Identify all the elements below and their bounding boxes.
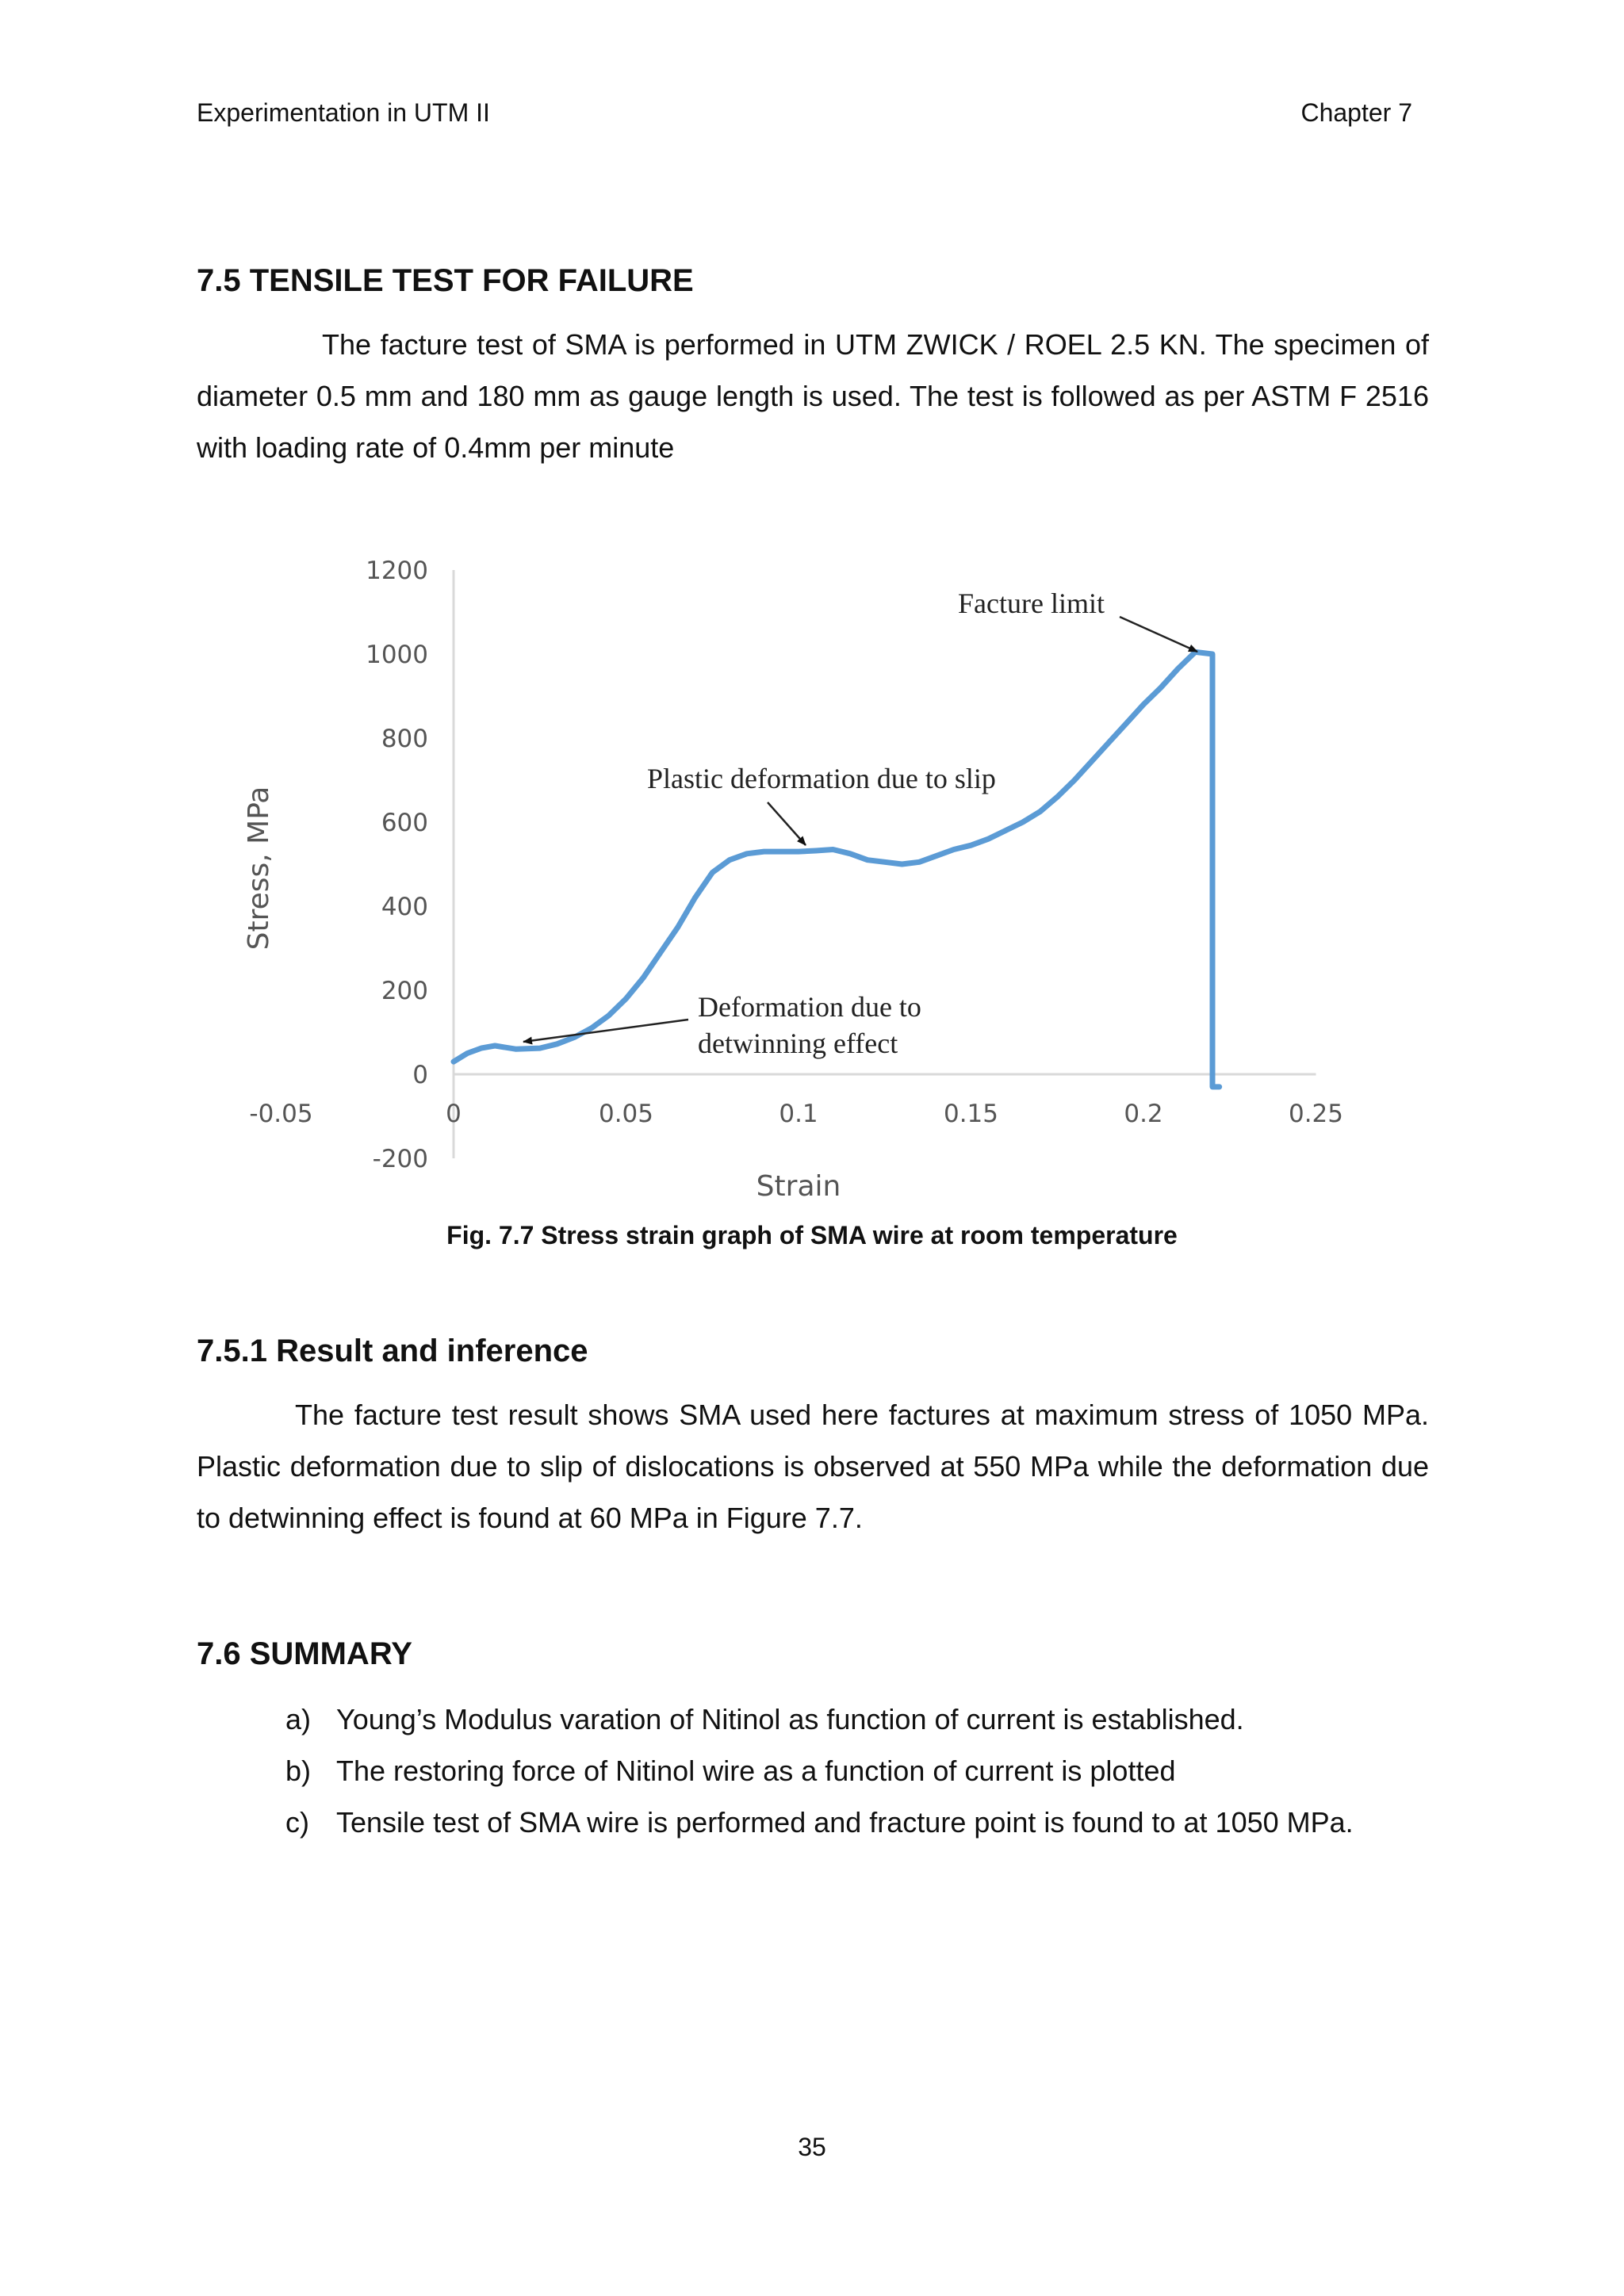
list-item-text: The restoring force of Nitinol wire as a function of current is plotted (336, 1755, 1176, 1787)
section-7-5-1-paragraph: The facture test result shows SMA used here factures at maximum stress of 1050 MPa. Plastic deformation due to slip of dislocations is observed at 550 MPa while the deformation due to detwinning effect is found at 60 MPa in Figure 7.7. (197, 1399, 1429, 1534)
annotation-arrow (1120, 617, 1197, 652)
chart-annotations (523, 587, 1197, 1059)
list-marker: b) (285, 1755, 312, 1787)
y-axis-title: Stress, MPa (243, 786, 275, 951)
x-tick-label: 0.1 (779, 1100, 818, 1128)
x-axis-title: Strain (756, 1170, 841, 1203)
annotation-detwinning-line1: Deformation due to (698, 991, 921, 1023)
list-item (285, 1745, 1354, 1797)
x-tick-label: 0.05 (598, 1100, 654, 1128)
y-tick-label: 0 (412, 1061, 428, 1089)
running-header-right: Chapter 7 (1300, 98, 1412, 127)
annotation-facture-limit: Facture limit (958, 587, 1105, 619)
y-tick-label: 400 (381, 893, 428, 921)
annotation-arrow (768, 802, 806, 845)
y-tick-label: 1000 (366, 641, 428, 669)
annotation-arrow (523, 1020, 688, 1042)
summary-list (285, 1693, 1354, 1848)
figure-caption: Fig. 7.7 Stress strain graph of SMA wire at room temperature (446, 1221, 1178, 1249)
y-tick-label: 1200 (366, 557, 428, 585)
section-heading-7-5: 7.5 TENSILE TEST FOR FAILURE (197, 263, 694, 298)
x-tick-label: 0.25 (1288, 1100, 1344, 1128)
running-header-left: Experimentation in UTM II (197, 98, 490, 127)
chart-tick-labels (249, 557, 1343, 1173)
list-marker: a) (285, 1703, 312, 1735)
x-tick-label: 0.2 (1124, 1100, 1163, 1128)
x-tick-label: -0.05 (249, 1100, 313, 1128)
list-item (285, 1797, 1354, 1848)
list-item (285, 1693, 1354, 1745)
section-heading-7-5-1: 7.5.1 Result and inference (197, 1334, 588, 1368)
x-tick-label: 0.15 (943, 1100, 999, 1128)
annotation-plastic-deformation: Plastic deformation due to slip (647, 763, 996, 794)
list-marker: c) (285, 1806, 309, 1839)
y-tick-label: 600 (381, 809, 428, 837)
section-heading-7-6: 7.6 SUMMARY (197, 1636, 412, 1671)
y-tick-label: 200 (381, 977, 428, 1005)
page-number: 35 (798, 2133, 826, 2161)
list-item-text: Young’s Modulus varation of Nitinol as function of current is established. (336, 1703, 1244, 1735)
section-7-5-paragraph: The facture test of SMA is performed in UTM ZWICK / ROEL 2.5 KN. The specimen of diameter 0.5 mm and 180 mm as gauge length is used. The test is followed as per ASTM F 2516 with loading rate of 0.4mm per minute (197, 328, 1429, 464)
x-tick-label: 0 (446, 1100, 462, 1128)
y-tick-label: -200 (372, 1145, 428, 1173)
list-item-text: Tensile test of SMA wire is performed and fracture point is found to at 1050 MPa. (336, 1806, 1354, 1839)
annotation-detwinning-line2: detwinning effect (698, 1027, 898, 1059)
y-tick-label: 800 (381, 725, 428, 753)
